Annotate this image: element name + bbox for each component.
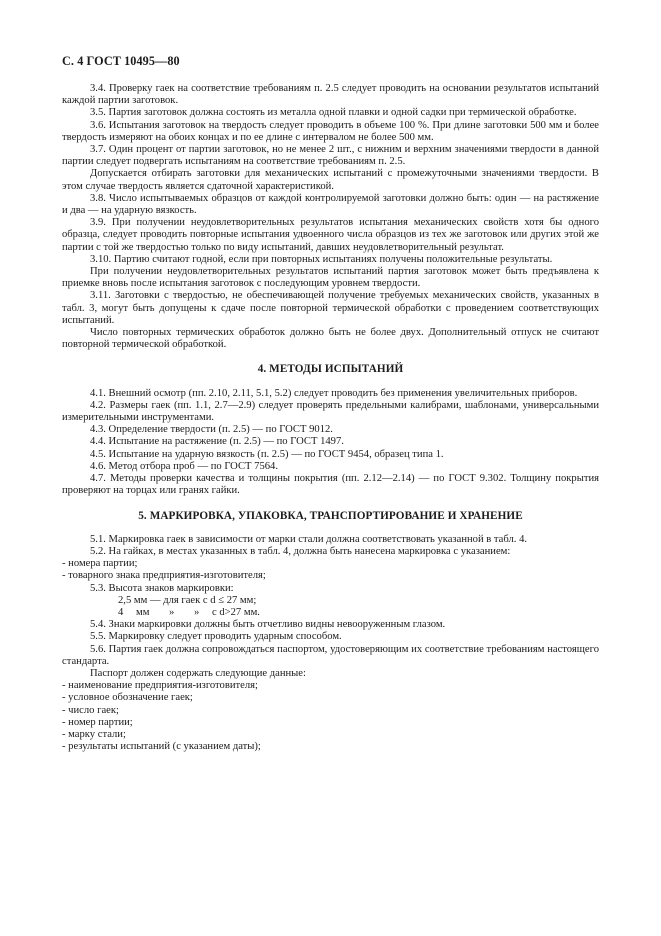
paragraph-3-11: 3.11. Заготовки с твердостью, не обеспечивающей получение требуемых механических свойств, указанных в табл. 3, могут быть допущены к сдаче после повторной термической обработки с проведением соответствующих испытаний. xyxy=(62,290,599,326)
paragraph-5-4: 5.4. Знаки маркировки должны быть отчетливо видны невооруженным глазом. xyxy=(90,619,446,631)
list-item: - товарного знака предприятия-изготовителя; xyxy=(62,570,266,582)
marking-height-line-2 xyxy=(62,607,599,619)
list-item: - число гаек; xyxy=(62,704,119,716)
marking-height-value: 4 xyxy=(118,606,124,618)
paragraph-5-6: 5.6. Партия гаек должна сопровождаться паспортом, удостоверяющим их соответствие требованиям настоящего стандарта. xyxy=(62,643,599,667)
passport-intro: Паспорт должен содержать следующие данные: xyxy=(90,667,306,679)
paragraph-5-5: 5.5. Маркировку следует проводить ударным способом. xyxy=(90,631,342,643)
marking-height-unit: мм xyxy=(136,606,150,618)
list-item: - результаты испытаний (с указанием даты); xyxy=(62,741,261,753)
ditto-mark: » xyxy=(169,606,175,618)
section-3-body xyxy=(62,83,599,753)
paragraph-4-6: 4.6. Метод отбора проб — по ГОСТ 7564. xyxy=(90,460,278,472)
paragraph-4-7: 4.7. Методы проверки качества и толщины покрытия (пп. 2.12—2.14) — по ГОСТ 9.302. Толщину покрытия проверяют на торцах или гранях гайки. xyxy=(62,473,599,497)
paragraph-5-1: 5.1. Маркировка гаек в зависимости от марки стали должна соответствовать указанной в табл. 4. xyxy=(90,533,528,545)
list-item: - номер партии; xyxy=(62,716,133,728)
paragraph-4-4: 4.4. Испытание на растяжение (п. 2.5) — по ГОСТ 1497. xyxy=(90,436,344,448)
paragraph-3-11-note: Число повторных термических обработок должно быть не более двух. Дополнительный отпуск не считают повторной термической обработкой. xyxy=(62,327,599,351)
section-5-heading: 5. МАРКИРОВКА, УПАКОВКА, ТРАНСПОРТИРОВАНИЕ И ХРАНЕНИЕ xyxy=(138,509,523,522)
ditto-mark: » xyxy=(194,606,200,618)
paragraph-5-3: 5.3. Высота знаков маркировки: xyxy=(90,582,234,594)
paragraph-5-2: 5.2. На гайках, в местах указанных в табл. 4, должна быть нанесена маркировка с указанием: xyxy=(90,545,511,557)
paragraph-3-8: 3.8. Число испытываемых образцов от каждой контролируемой заготовки должно быть: один — на растяжение и два — на ударную вязкость. xyxy=(62,192,599,217)
list-item: - марку стали; xyxy=(62,728,126,740)
paragraph-3-6: 3.6. Испытания заготовок на твердость следует проводить в объеме 100 %. При длине заготовки 500 мм и более твердость измеряют на обоих концах и по ее длине с интервалом не более 500 мм. xyxy=(62,119,599,143)
list-item: - номера партии; xyxy=(62,558,138,570)
paragraph-3-9: 3.9. При получении неудовлетворительных результатов испытания механических свойств хотя бы одного образца, следует проводить повторные испытания удвоенного числа образцов из тех же заготовок или других этой же партии с той же твердостью только по виду испытаний, давших неудовлетворительный результат. xyxy=(62,217,599,253)
paragraph-3-7: 3.7. Один процент от партии заготовок, но не менее 2 шт., с нижним и верхним значениями твердости в данной партии следует подвергать испытаниям на соответствие требованиям п. 2.5. xyxy=(62,144,599,168)
marking-height-line-1: 2,5 мм — для гаек с d ≤ 27 мм; xyxy=(118,594,257,606)
paragraph-4-2: 4.2. Размеры гаек (пп. 1.1, 2.7—2.9) следует проверять предельными калибрами, шаблонами, универсальными измерительными инструментами. xyxy=(62,399,599,424)
paragraph-4-3: 4.3. Определение твердости (п. 2.5) — по ГОСТ 9012. xyxy=(90,424,333,436)
paragraph-4-1: 4.1. Внешний осмотр (пп. 2.10, 2.11, 5.1, 5.2) следует проводить без применения увеличительных приборов. xyxy=(90,387,578,399)
page-header: С. 4 ГОСТ 10495—80 xyxy=(62,54,180,68)
list-item: - условное обозначение гаек; xyxy=(62,692,193,704)
paragraph-4-5: 4.5. Испытание на ударную вязкость (п. 2.5) — по ГОСТ 9454, образец типа 1. xyxy=(90,448,444,460)
paragraph-3-7-note: Допускается отбирать заготовки для механических испытаний с промежуточными значениями твердости. В этом случае твердость является сдаточной характеристикой. xyxy=(62,168,599,192)
paragraph-3-4: 3.4. Проверку гаек на соответствие требованиям п. 2.5 следует проводить на основании результатов испытаний каждой партии заготовок. xyxy=(62,83,599,107)
paragraph-3-10-note: При получении неудовлетворительных результатов испытаний партия заготовок может быть предъявлена к приемке вновь после испытания заготовок с последующим уровнем твердости. xyxy=(62,266,599,290)
list-item: - наименование предприятия-изготовителя; xyxy=(62,680,258,692)
paragraph-3-10: 3.10. Партию считают годной, если при повторных испытаниях получены положительные результаты. xyxy=(90,253,553,265)
marking-height-condition: с d>27 мм. xyxy=(212,606,260,618)
section-4-heading: 4. МЕТОДЫ ИСПЫТАНИЙ xyxy=(257,363,404,376)
paragraph-3-5: 3.5. Партия заготовок должна состоять из металла одной плавки и одной садки при термической обработке. xyxy=(90,107,577,119)
